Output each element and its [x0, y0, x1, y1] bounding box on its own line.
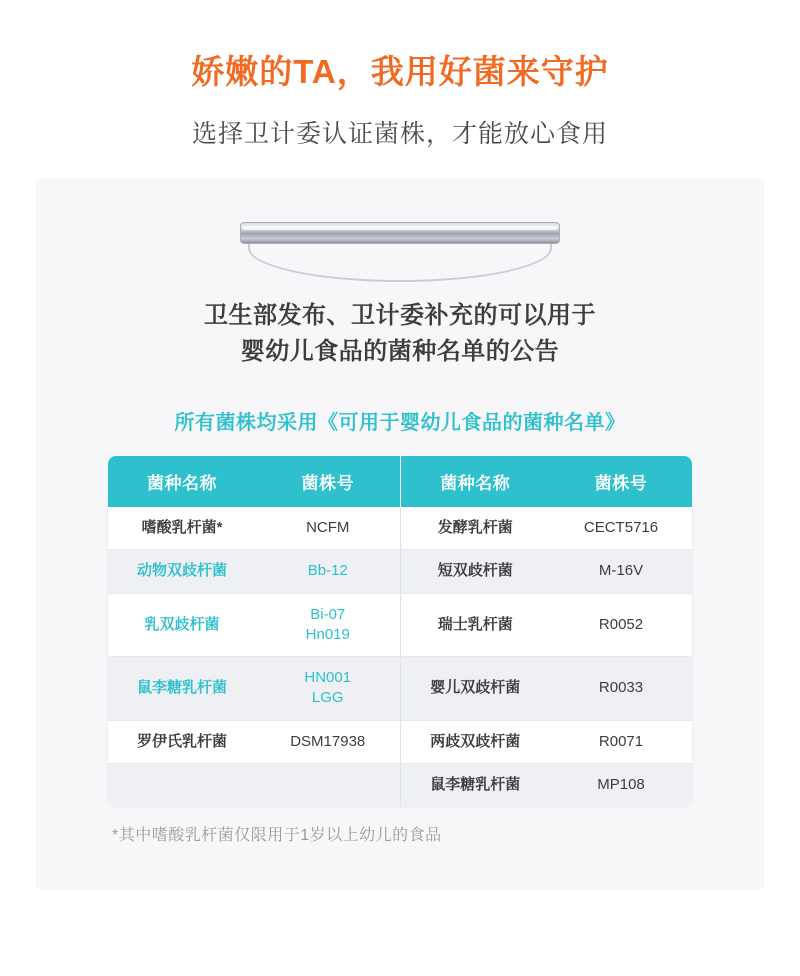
cell-strain-right: R0071 — [550, 720, 692, 763]
document-title — [36, 298, 764, 370]
table-row — [108, 593, 692, 657]
cell-strain-left: DSM17938 — [256, 720, 400, 763]
table-row — [108, 657, 692, 721]
cell-species-right: 两歧双歧杆菌 — [400, 720, 550, 763]
cell-strain-left — [256, 763, 400, 806]
cell-species-left: 动物双歧杆菌 — [108, 550, 256, 593]
page-title: 娇嫩的TA，我用好菌来守护 — [191, 53, 609, 90]
table-row — [108, 550, 692, 593]
cell-species-right: 鼠李糖乳杆菌 — [400, 763, 550, 806]
document-title-line-2: 婴幼儿食品的菌种名单的公告 — [240, 338, 560, 365]
cell-species-left — [108, 763, 256, 806]
page-subtitle: 选择卫计委认证菌株，才能放心食用 — [191, 119, 608, 148]
cell-strain-right: MP108 — [550, 763, 692, 806]
header — [0, 0, 800, 150]
strain-table-wrapper — [108, 456, 692, 806]
table-header-cell: 菌种名称 — [108, 456, 256, 507]
table-header-row — [108, 456, 692, 507]
cell-species-left: 嗜酸乳杆菌* — [108, 507, 256, 550]
table-row — [108, 507, 692, 550]
clipboard-clamp-icon — [240, 214, 560, 286]
table-header-cell: 菌株号 — [256, 456, 400, 507]
cell-species-left: 鼠李糖乳杆菌 — [108, 657, 256, 721]
cell-strain-left: NCFM — [256, 507, 400, 550]
cell-species-right: 短双歧杆菌 — [400, 550, 550, 593]
cell-strain-right: R0052 — [550, 593, 692, 657]
cell-species-left: 乳双歧杆菌 — [108, 593, 256, 657]
table-row — [108, 720, 692, 763]
cell-species-right: 瑞士乳杆菌 — [400, 593, 550, 657]
cell-strain-right: CECT5716 — [550, 507, 692, 550]
cell-species-right: 婴儿双歧杆菌 — [400, 657, 550, 721]
clipboard-clamp-bar — [240, 222, 560, 244]
document-title-line-1: 卫生部发布、卫计委补充的可以用于 — [204, 302, 596, 329]
clipboard-panel — [36, 178, 764, 890]
cell-strain-left: Bi-07 Hn019 — [256, 593, 400, 657]
list-title: 所有菌株均采用《可用于婴幼儿食品的菌种名单》 — [174, 412, 626, 434]
strain-table — [108, 456, 692, 806]
table-row — [108, 763, 692, 806]
table-header-cell: 菌种名称 — [400, 456, 550, 507]
cell-strain-right: M-16V — [550, 550, 692, 593]
cell-strain-right: R0033 — [550, 657, 692, 721]
cell-strain-left: HN001 LGG — [256, 657, 400, 721]
cell-strain-left: Bb-12 — [256, 550, 400, 593]
cell-species-left: 罗伊氏乳杆菌 — [108, 720, 256, 763]
table-header-cell: 菌株号 — [550, 456, 692, 507]
table-footnote: *其中嗜酸乳杆菌仅限用于1岁以上幼儿的食品 — [112, 827, 442, 844]
cell-species-right: 发酵乳杆菌 — [400, 507, 550, 550]
table-body — [108, 507, 692, 806]
